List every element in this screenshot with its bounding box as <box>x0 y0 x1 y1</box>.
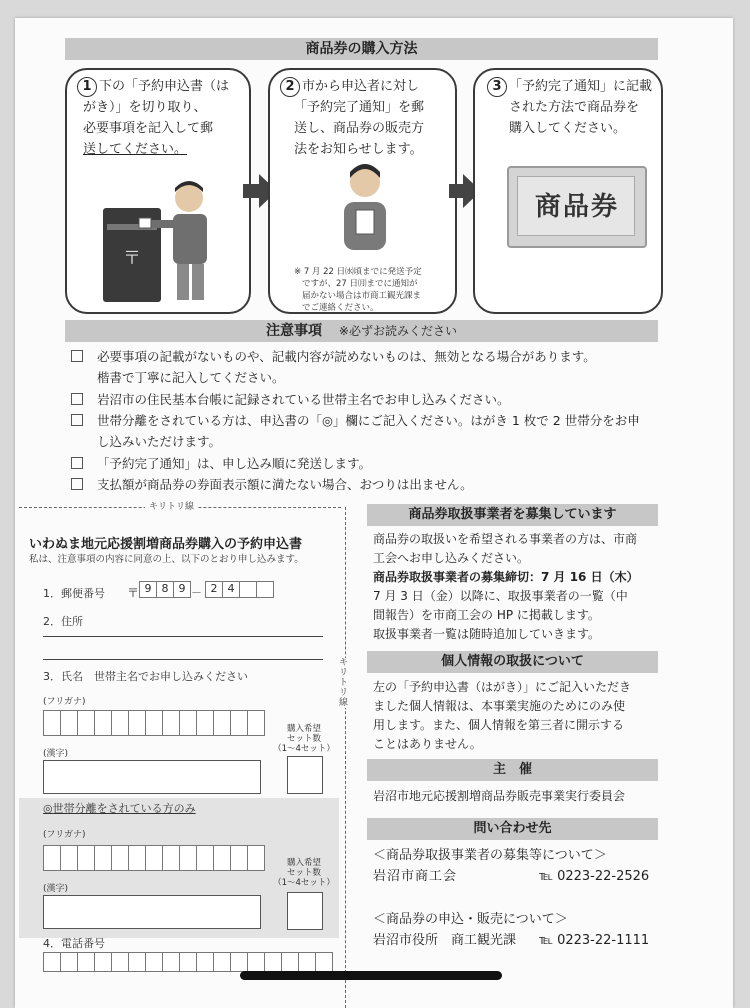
phone-label: 4．電話番号 <box>43 937 105 950</box>
host-name: 岩沼市地元応援割増商品券販売事業実行委員会 <box>373 789 626 803</box>
form-title: いわぬま地元応援割増商品券購入の予約申込書 <box>29 537 303 552</box>
step-1-panel <box>65 68 251 314</box>
home-indicator[interactable] <box>240 971 502 980</box>
address-line-1 <box>43 636 323 637</box>
postal-code-first-input[interactable]: 9 8 9 <box>139 581 191 598</box>
step-1-number: 1 <box>77 77 97 97</box>
step-2-panel <box>268 68 457 314</box>
step-3-line-2: された方法で商品券を <box>509 100 640 115</box>
contact-tel-2: ℡ 0223-22-1111 <box>539 933 650 948</box>
flyer-page <box>15 18 733 1008</box>
contact-topic-2: ＜商品券の申込・販売について＞ <box>373 912 568 927</box>
person-reading-illustration <box>330 162 400 252</box>
step-1-line-1: 下の「予約申込書（は <box>99 79 230 94</box>
recruit-deadline: 商品券取扱事業者の募集締切：7 月 16 日（木） <box>373 570 639 584</box>
contact-band: 問い合わせ先 <box>367 818 658 840</box>
mailbox-person-illustration <box>97 178 227 304</box>
sets-count-input-2[interactable] <box>287 892 323 930</box>
kanji-name-input[interactable] <box>43 760 261 794</box>
step-2-number: 2 <box>280 77 300 97</box>
contact-org-1: 岩沼市商工会 <box>373 869 458 884</box>
kanji-label-2: (漢字) <box>43 884 69 894</box>
step-3-line-1: 「予約完了通知」に記載 <box>509 79 653 94</box>
step-2-line-3: 送し、商品券の販売方 <box>294 121 425 136</box>
cut-line-vertical <box>345 507 346 1008</box>
cautions-band <box>65 320 658 342</box>
voucher-label: 商品券 <box>534 192 619 222</box>
cut-line-label: キリトリ線 <box>145 499 198 512</box>
checkbox-icon <box>71 478 83 490</box>
postal-code-second-input[interactable]: 2 4 <box>205 581 274 598</box>
contact-tel-1: ℡ 0223-22-2526 <box>539 869 650 884</box>
privacy-text: 左の「予約申込書（はがき）」にご記入いただき ました個人情報は、本事業実施のためにのみ使 用します。また、個人情報を第三者に開示する ことはありません。 <box>373 680 632 751</box>
form-subtitle: 私は、注意事項の内容に同意の上、以下のとおり申し込みます。 <box>29 554 304 565</box>
postal-mark: 〒 <box>127 586 140 600</box>
checkbox-icon <box>71 393 83 405</box>
cautions-title: 注意事項 <box>266 323 323 339</box>
host-band: 主 催 <box>367 759 658 781</box>
caution-item-2: 岩沼市の住民基本台帳に記録されている世帯主名でお申し込みください。 <box>71 389 510 410</box>
cut-line-vertical-label: キリトリ線 <box>339 658 351 708</box>
contact-topic-1: ＜商品券取扱事業者の募集等について＞ <box>373 848 607 863</box>
sets-label-2: 購入希望 セット数 （1～4セット） <box>273 858 335 888</box>
checkbox-icon <box>71 350 83 362</box>
step-2-note-2: ですが、27 日㈪までに通知が <box>302 279 418 289</box>
step-1-line-3: 必要事項を記入して郵 <box>83 121 214 136</box>
postal-dash: － <box>191 586 202 599</box>
contact-org-2: 岩沼市役所 商工観光課 <box>373 933 517 948</box>
step-1-line-4: 送してください。 <box>83 142 188 157</box>
step-2-line-1: 市から申込者に対し <box>302 79 420 94</box>
step-2-line-4: 法をお知らせします。 <box>294 142 423 157</box>
caution-item-1: 必要事項の記載がないものや、記載内容が読めないものは、無効となる場合があります。 楷書で丁寧に記入してください。 <box>71 346 596 388</box>
kanji-label: (漢字) <box>43 749 69 759</box>
step-2-note-4: でご連絡ください。 <box>302 303 379 313</box>
checkbox-icon <box>71 457 83 469</box>
separated-household-label: ◎世帯分離をされている方のみ <box>43 802 196 815</box>
step-2-line-2: 「予約完了通知」を郵 <box>294 100 425 115</box>
voucher-illustration <box>507 166 647 248</box>
caution-item-3: 世帯分離をされている方は、申込書の「◎」欄にご記入ください。はがき 1 枚で 2 世帯分をお申 し込みいただけます。 <box>71 410 640 452</box>
furigana-input[interactable] <box>43 710 265 736</box>
step-3-number: 3 <box>487 77 507 97</box>
purchase-method-band: 商品券の購入方法 <box>65 38 658 60</box>
svg-text:〒: 〒 <box>123 248 141 269</box>
kanji-name-input-2[interactable] <box>43 895 261 929</box>
step-2-note-1: ※ 7 月 22 日㈬頃までに発送予定 <box>294 267 422 277</box>
furigana-label-2: (フリガナ) <box>43 830 86 840</box>
furigana-label: (フリガナ) <box>43 697 86 707</box>
address-label: 2．住所 <box>43 615 83 628</box>
checkbox-icon <box>71 414 83 426</box>
recruit-text: 商品券の取扱いを希望される事業者の方は、市商 工会へお申し込みください。 商品券取扱事業者の募集締切：7 月 16 日（木） 7 月 3 日（金）以降に、取扱事業者の一覧（中 間報告）を市商工会の HP に掲載します。 取扱事業者一覧は随時追加していきます。 <box>373 532 639 641</box>
step-3-line-3: 購入してください。 <box>509 121 627 136</box>
step-3-panel <box>473 68 663 314</box>
caution-item-4: 「予約完了通知」は、申し込み順に発送します。 <box>71 453 371 474</box>
recruit-band: 商品券取扱事業者を募集しています <box>367 504 658 526</box>
name-label: 3．氏名 世帯主名でお申し込みください <box>43 670 248 683</box>
postal-label: 1．郵便番号 <box>43 587 105 600</box>
cautions-subtitle: ※必ずお読みください <box>338 324 457 338</box>
furigana-input-2[interactable] <box>43 845 265 871</box>
address-line-2 <box>43 659 323 660</box>
caution-item-5: 支払額が商品券の券面表示額に満たない場合、おつりは出ません。 <box>71 474 473 495</box>
privacy-band: 個人情報の取扱について <box>367 651 658 673</box>
phone-input[interactable] <box>43 952 333 972</box>
step-2-note-3: 届かない場合は市商工観光課ま <box>302 291 422 301</box>
sets-label: 購入希望 セット数 （1～4セット） <box>273 724 335 754</box>
sets-count-input[interactable] <box>287 756 323 794</box>
step-1-line-2: がき）」を切り取り、 <box>83 100 207 115</box>
